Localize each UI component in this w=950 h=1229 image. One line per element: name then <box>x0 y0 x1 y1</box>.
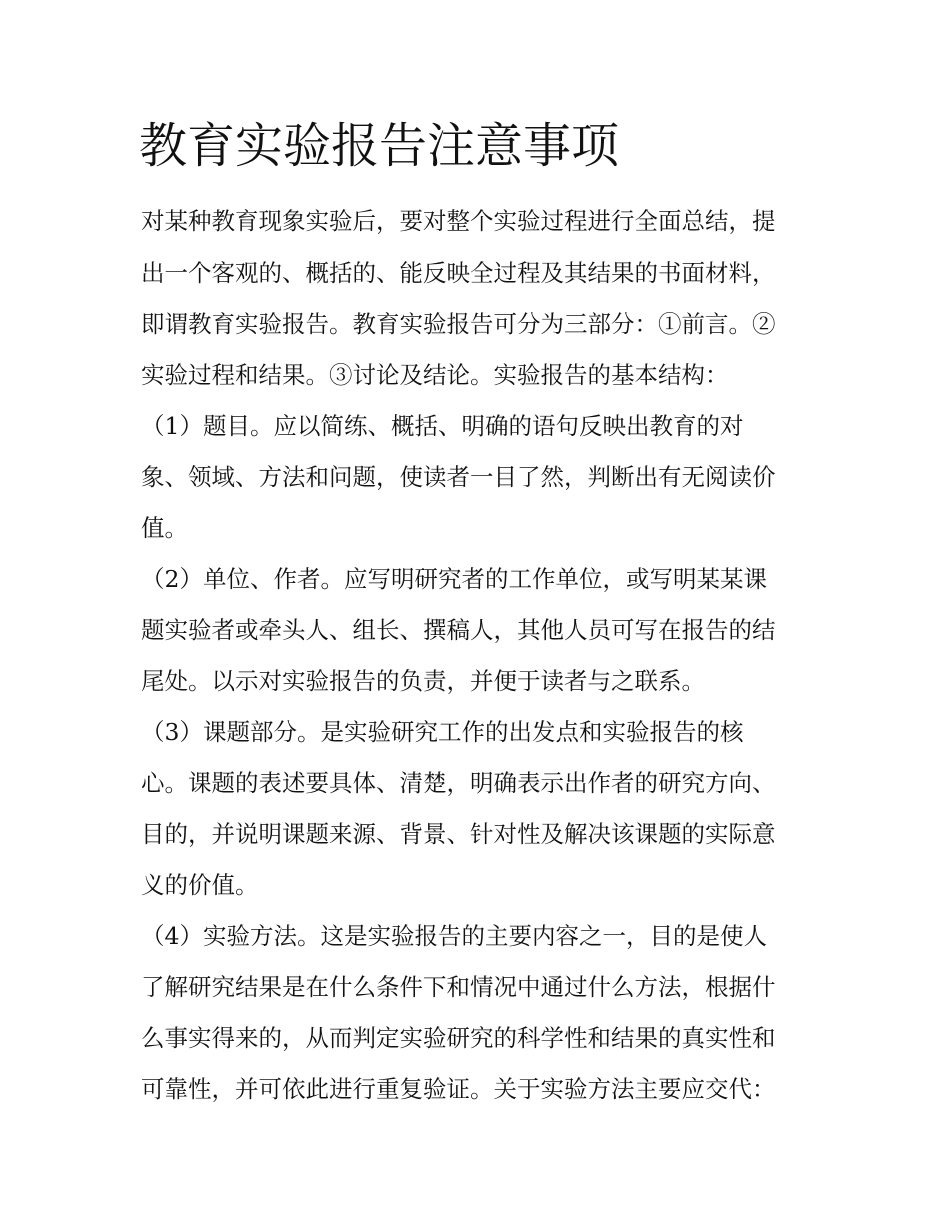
body-line: 值。 <box>141 514 188 542</box>
body-line: 题实验者或牵头人、组长、撰稿人，其他人员可写在报告的结 <box>141 616 776 644</box>
document-title: 教育实验报告注意事项 <box>139 118 620 174</box>
body-line: （3）课题部分。是实验研究工作的出发点和实验报告的核 <box>141 718 744 746</box>
body-line: 义的价值。 <box>141 871 259 899</box>
body-line: （1）题目。应以简练、概括、明确的语句反映出教育的对 <box>141 412 744 440</box>
body-line: 对某种教育现象实验后，要对整个实验过程进行全面总结，提 <box>141 207 776 235</box>
body-line: 象、领域、方法和问题，使读者一目了然，判断出有无阅读价 <box>141 463 776 491</box>
body-line: 么事实得来的，从而判定实验研究的科学性和结果的真实性和 <box>141 1024 776 1052</box>
body-line: 了解研究结果是在什么条件下和情况中通过什么方法，根据什 <box>141 973 776 1001</box>
body-line: （2）单位、作者。应写明研究者的工作单位，或写明某某课 <box>141 565 767 593</box>
body-line: 即谓教育实验报告。教育实验报告可分为三部分：①前言。② <box>141 310 776 338</box>
body-line: （4）实验方法。这是实验报告的主要内容之一，目的是使人 <box>141 922 767 950</box>
body-line: 心。课题的表述要具体、清楚，明确表示出作者的研究方向、 <box>141 769 776 797</box>
body-line: 可靠性，并可依此进行重复验证。关于实验方法主要应交代： <box>141 1075 776 1103</box>
body-line: 出一个客观的、概括的、能反映全过程及其结果的书面材料， <box>141 259 776 287</box>
body-line: 尾处。以示对实验报告的负责，并便于读者与之联系。 <box>141 667 705 695</box>
body-line: 实验过程和结果。③讨论及结论。实验报告的基本结构： <box>141 361 729 389</box>
body-line: 目的，并说明课题来源、背景、针对性及解决该课题的实际意 <box>141 820 776 848</box>
